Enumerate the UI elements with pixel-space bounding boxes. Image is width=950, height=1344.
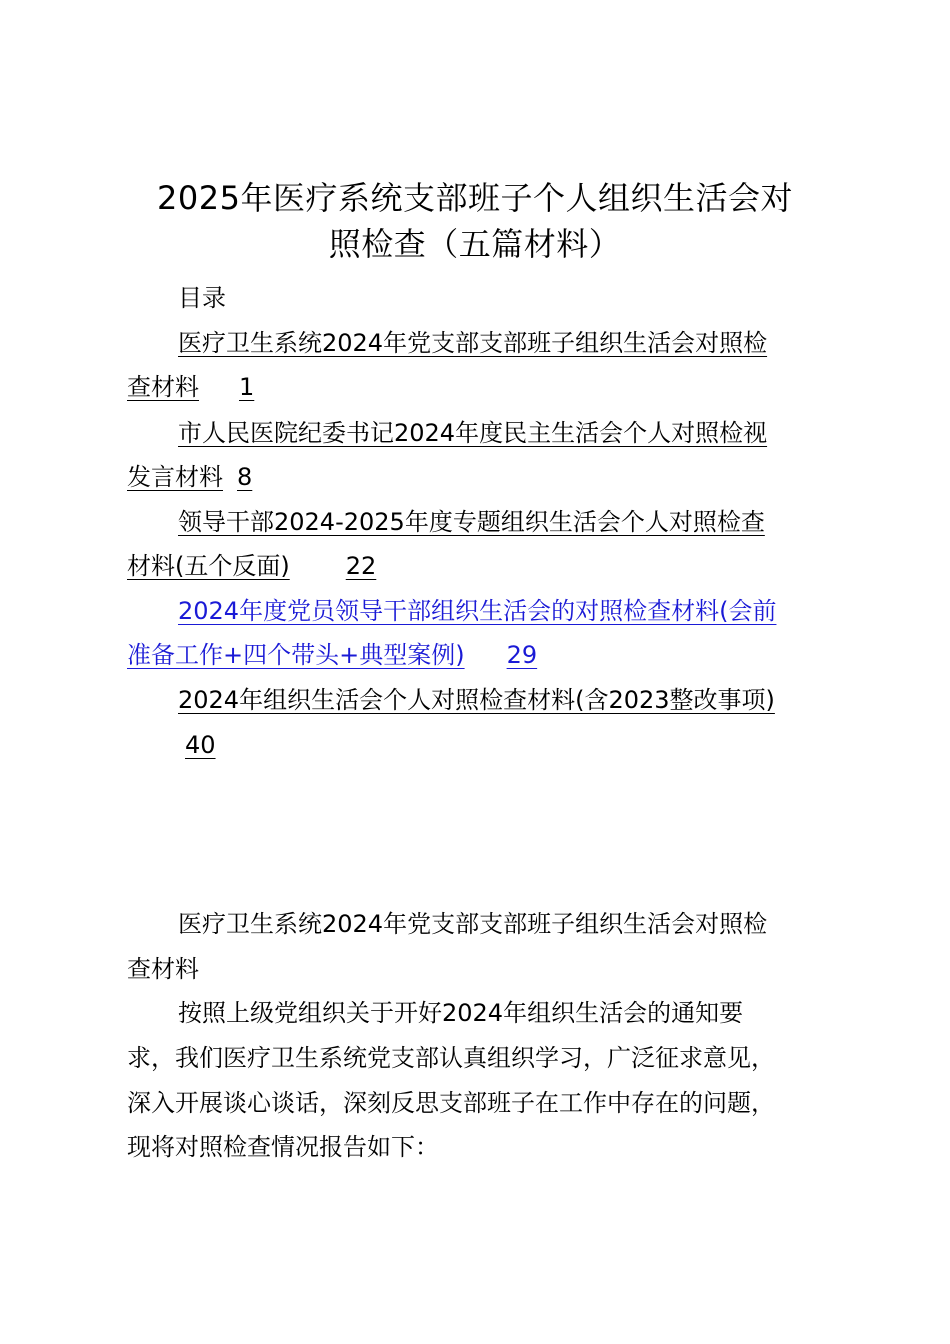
toc-entry-4-line-1[interactable]: 2024年度党员领导干部组织生活会的对照检查材料(会前 xyxy=(178,597,777,625)
document-title-line-1: 2025年医疗系统支部班子个人组织生活会对 xyxy=(157,179,793,217)
toc-entry-3-line-1[interactable]: 领导干部2024-2025年度专题组织生活会个人对照检查 xyxy=(178,508,765,536)
toc-entry-1-page: 1 xyxy=(239,373,255,401)
toc-entry-1-line-1[interactable]: 医疗卫生系统2024年党支部支部班子组织生活会对照检 xyxy=(178,329,768,357)
toc-entry-5-page: 40 xyxy=(185,731,216,759)
section-title-line-1: 医疗卫生系统2024年党支部支部班子组织生活会对照检 xyxy=(178,910,768,938)
toc-entry-2-text: 发言材料 xyxy=(127,463,223,491)
section-title-line-2: 查材料 xyxy=(127,955,199,983)
toc-entry-2-page: 8 xyxy=(237,463,253,491)
toc-entry-3-line-2[interactable] xyxy=(127,549,376,583)
toc-entry-5-line-1[interactable]: 2024年组织生活会个人对照检查材料(含2023整改事项) xyxy=(178,686,775,714)
toc-entry-5-line-2[interactable] xyxy=(127,728,216,762)
toc-entry-4-page: 29 xyxy=(506,641,538,669)
paragraph-line-2: 求，我们医疗卫生系统党支部认真组织学习，广泛征求意见， xyxy=(127,1044,775,1072)
toc-entry-4-text: 准备工作+四个带头+典型案例) xyxy=(127,641,465,669)
toc-entry-2-line-1[interactable]: 市人民医院纪委书记2024年度民主生活会个人对照检视 xyxy=(178,419,768,447)
paragraph-line-1: 按照上级党组织关于开好2024年组织生活会的通知要 xyxy=(178,999,744,1027)
toc-entry-1-line-2[interactable] xyxy=(127,370,254,404)
toc-entry-2-line-2[interactable] xyxy=(127,460,252,494)
toc-heading: 目录 xyxy=(178,284,226,312)
toc-entry-3-page: 22 xyxy=(345,552,377,580)
toc-entry-1-text: 查材料 xyxy=(127,373,199,401)
toc-entry-4-line-2[interactable] xyxy=(127,638,537,672)
paragraph-line-4: 现将对照检查情况报告如下： xyxy=(127,1133,439,1161)
document-title-line-2: 照检查（五篇材料） xyxy=(328,225,622,263)
toc-entry-3-text: 材料(五个反面) xyxy=(127,552,290,580)
paragraph-line-3: 深入开展谈心谈话，深刻反思支部班子在工作中存在的问题， xyxy=(127,1089,775,1117)
